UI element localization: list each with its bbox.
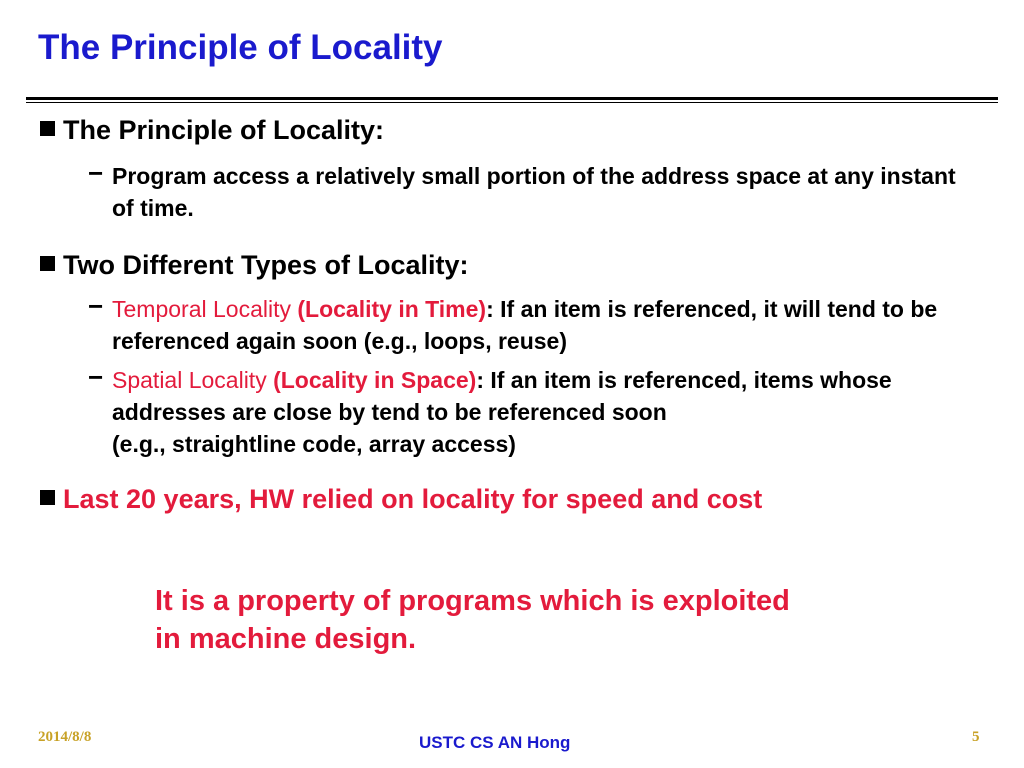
spatial-paren: (Locality in Space) [273,367,477,393]
title-rule-thick [26,97,998,100]
temporal-paren: (Locality in Time) [297,296,487,322]
square-bullet-icon [40,490,55,505]
dash-bullet-icon: − [88,158,104,188]
bullet-principle [40,115,384,146]
temporal-term: Temporal Locality [112,296,291,322]
spatial-examples: (e.g., straightline code, array access) [112,431,516,457]
footer-author: USTC CS AN Hong [419,733,571,752]
sub-bullet-spatial [88,364,988,460]
sub-bullet-program-access [88,160,968,224]
property-note [155,582,955,658]
temporal-description: : If an item is referenced, it will tend to be referenced again soon (e.g., loops, reuse) [112,296,938,354]
sub-bullet-temporal [88,293,998,357]
square-bullet-icon [40,121,55,136]
bullet-hw-locality [40,484,762,515]
title-rule-thin [26,102,998,103]
bullet-label: Two Different Types of Locality: [63,250,469,280]
slide-title: The Principle of Locality [38,28,443,67]
footer-date: 2014/8/8 [38,729,92,745]
property-note-line1: It is a property of programs which is exploited [155,585,790,617]
sub-bullet-text: Program access a relatively small portion of the address space at any instant of time. [112,163,956,221]
property-note-line2: in machine design. [155,623,417,655]
bullet-label: The Principle of Locality: [63,115,385,145]
bullet-two-types [40,250,469,281]
page-number: 5 [972,729,980,745]
spatial-term: Spatial Locality [112,367,267,393]
spatial-description: : If an item is referenced, items whose addresses are close by tend to be referenced soon [112,367,892,425]
dash-bullet-icon: − [88,362,104,392]
square-bullet-icon [40,256,55,271]
dash-bullet-icon: − [88,291,104,321]
bullet-label: Last 20 years, HW relied on locality for speed and cost [63,484,763,514]
